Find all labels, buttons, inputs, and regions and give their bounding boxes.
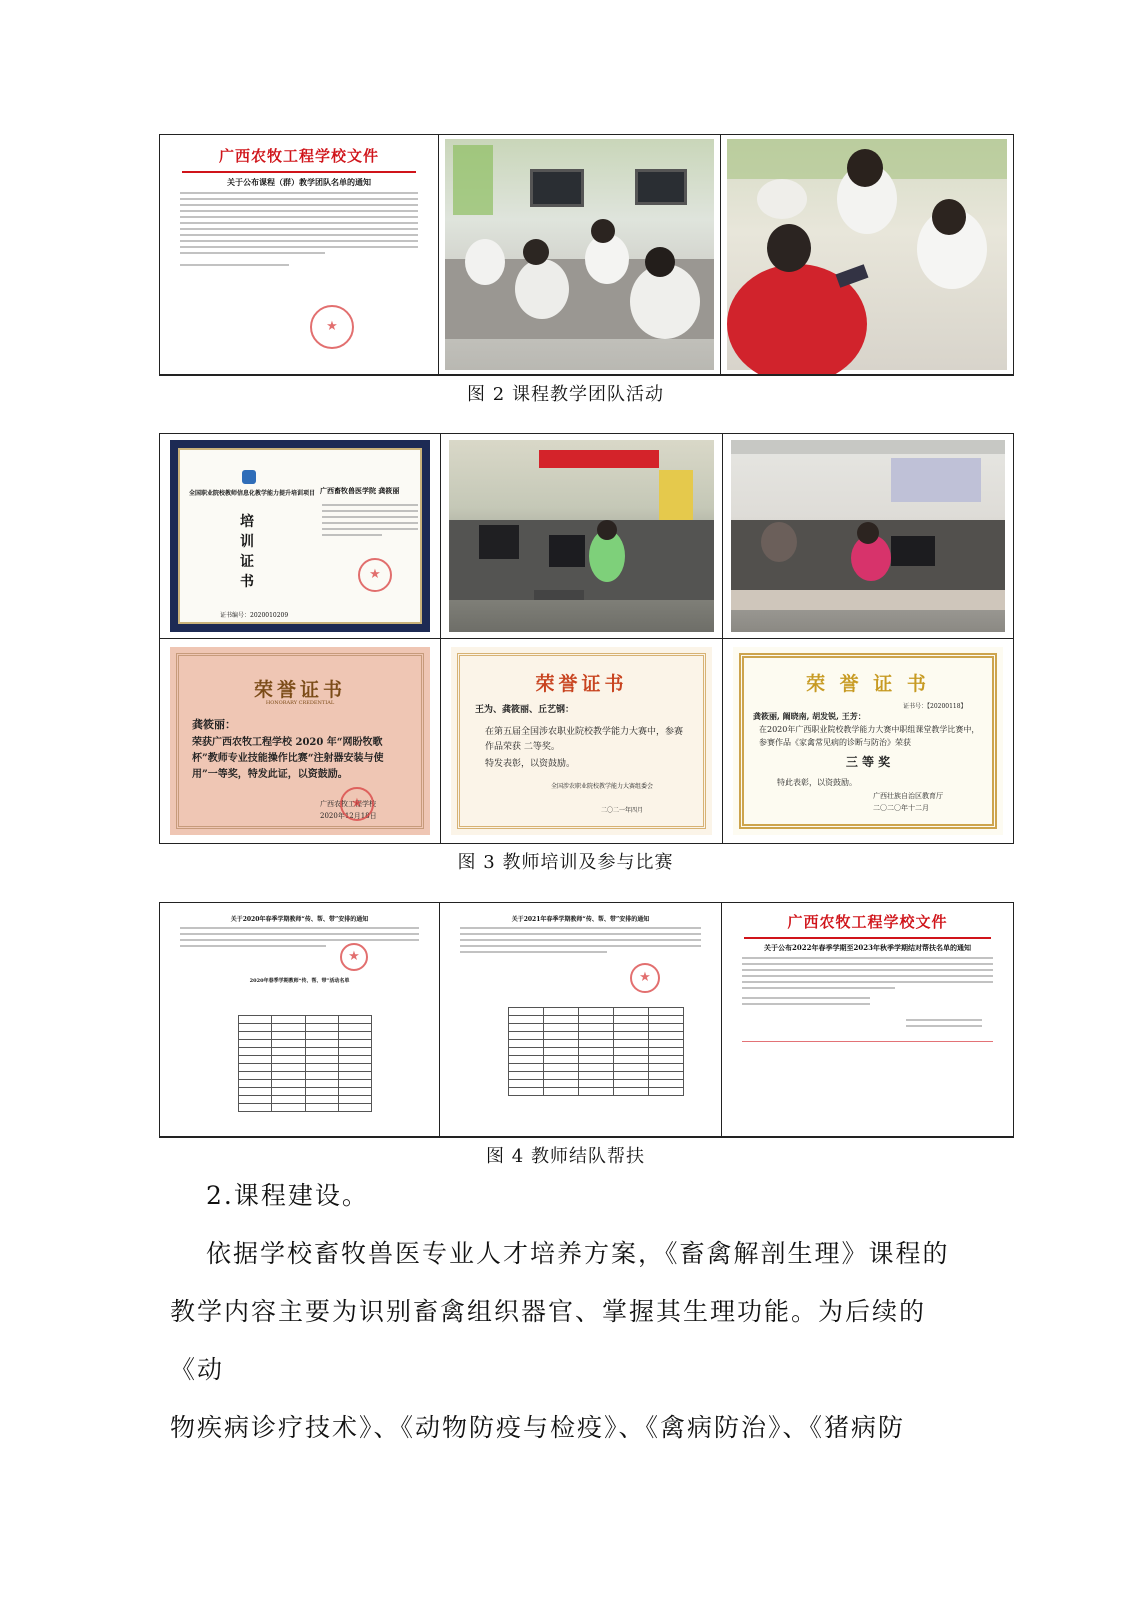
group-discussion-photo — [727, 139, 1007, 370]
honor-certificate-1-cell — [160, 639, 441, 843]
honor-3-closing: 特此表彰，以资鼓励。 — [777, 778, 857, 787]
pairing-2021-table — [508, 1007, 684, 1096]
honor-1-date: 2020年12月18日 — [320, 812, 377, 820]
training-certificate-cell — [160, 434, 441, 639]
computer-lab-photo-2-cell — [723, 434, 1013, 639]
honor-2-recipient: 王为、龚筱丽、丘艺钢： — [475, 705, 575, 715]
honor-3-recipient: 龚筱丽, 阚晓南, 胡发锐, 王芳： — [753, 711, 866, 721]
honor-2-date: 二〇二一年四月 — [601, 807, 644, 814]
paragraph-line-3: 物疾病诊疗技术》、《动物防疫与检疫》、《禽病防治》、《猪病防 — [170, 1413, 906, 1442]
pairing-2022-heading: 广西农牧工程学校文件 — [787, 913, 948, 931]
pairing-notice-2022-cell — [722, 903, 1013, 1137]
honor-3-body: 在2020年广西职业院校教学能力大赛中职组课堂教学比赛中，参赛作品《家禽常见病的诊断与防治》荣获 — [759, 725, 980, 747]
document-thumbnail — [160, 135, 438, 374]
pairing-notice-2020-cell — [160, 903, 440, 1137]
figure-2-photo-group-cell — [721, 135, 1013, 375]
paragraph-line-2: 教学内容主要为识别畜禽组织器官、掌握其生理功能。为后续的《动 — [170, 1297, 927, 1384]
pairing-notice-2020-title: 关于2020年春季学期教师“传、帮、带”安排的通知 — [230, 916, 369, 923]
figure-2-caption: 图 2 课程教学团队活动 — [467, 384, 664, 405]
figure-2-table — [159, 134, 1014, 376]
honor-3-title: 荣 誉 证 书 — [806, 673, 930, 695]
document-heading: 广西农牧工程学校文件 — [218, 147, 379, 165]
pairing-notice-2020 — [160, 903, 439, 1136]
honor-1-title: 荣誉证书 — [253, 679, 346, 701]
computer-lab-photo-1 — [449, 440, 714, 632]
training-vertical-title: 培 训 证 书 — [240, 514, 254, 590]
training-project-title: 全国职业院校教师信息化教学能力提升培训项目 — [188, 490, 315, 497]
honor-1-recipient: 龚筱丽： — [192, 718, 236, 731]
project-logo-icon — [242, 470, 256, 484]
pairing-2020-table — [238, 1015, 372, 1112]
body-paragraph — [170, 1225, 970, 1457]
pairing-notice-2022 — [722, 903, 1013, 1136]
figure-3-caption: 图 3 教师培训及参与比赛 — [457, 852, 674, 873]
red-seal-icon — [310, 305, 354, 349]
honor-1-subtitle: HONORARY CREDENTIAL — [265, 700, 335, 706]
honor-certificate-3 — [733, 647, 1003, 835]
document-title: 关于公布课程（群）教学团队名单的通知 — [227, 177, 371, 187]
figure-3-table — [159, 433, 1014, 844]
honor-3-issuer: 广西壮族自治区教育厅 — [873, 792, 943, 800]
training-cert-number: 证书编号：2020010209 — [220, 612, 289, 619]
honor-certificate-3-cell — [723, 639, 1013, 843]
honor-2-closing: 特发表彰，以资鼓励。 — [485, 759, 576, 769]
pairing-2022-title: 关于公布2022年春季学期至2023年秋季学期结对帮扶名单的通知 — [764, 943, 971, 952]
honor-3-cert-number: 证书号：【20200118】 — [903, 703, 967, 710]
honor-2-issuer: 全国涉农职业院校教学能力大赛组委会 — [551, 783, 654, 790]
honor-certificate-2 — [451, 647, 712, 835]
training-certificate — [170, 440, 430, 632]
honor-1-seal-icon — [340, 787, 374, 821]
figure-2-document-cell — [160, 135, 439, 375]
pairing-notice-2021 — [440, 903, 721, 1136]
pairing-notice-2021-cell — [440, 903, 722, 1137]
paragraph-line-1: 依据学校畜牧兽医专业人才培养方案，《畜禽解剖生理》课程的 — [206, 1239, 950, 1268]
figure-2-photo-classroom-cell — [439, 135, 721, 375]
honor-2-title: 荣誉证书 — [535, 673, 628, 695]
honor-2-body: 在第五届全国涉农职业院校教学能力大赛中，参赛作品荣获 二等奖。 — [485, 727, 684, 752]
computer-lab-photo-1-cell — [441, 434, 723, 639]
section-heading: 2.课程建设。 — [206, 1181, 369, 1210]
honor-1-issuer: 广西农牧工程学校 — [320, 800, 376, 808]
document-red-rule — [182, 171, 416, 173]
honor-certificate-2-cell — [441, 639, 723, 843]
figure-4-table — [159, 902, 1014, 1138]
computer-lab-photo-2 — [731, 440, 1005, 632]
pairing-2021-seal-icon — [630, 963, 660, 993]
classroom-photo — [445, 139, 714, 370]
pairing-2020-seal-icon — [340, 943, 368, 971]
honor-1-body: 荣获广西农牧工程学校 2020 年“网盼牧歌杯”教师专业技能操作比赛“注射器安装与使用”一等奖，特发此证，以资鼓励。 — [192, 737, 384, 780]
training-seal-icon — [358, 558, 392, 592]
figure-4-caption: 图 4 教师结队帮扶 — [486, 1146, 645, 1167]
honor-3-prize: 三 等 奖 — [845, 755, 891, 769]
pairing-notice-2021-title: 关于2021年春季学期教师“传、帮、带”安排的通知 — [511, 916, 650, 923]
training-recipient: 广西畜牧兽医学院 龚筱丽 — [320, 486, 400, 495]
honor-3-date: 二〇二〇年十二月 — [873, 804, 929, 812]
honor-certificate-1 — [170, 647, 430, 835]
pairing-2020-table-title: 2020年春季学期教师“传、帮、带”活动名单 — [249, 978, 350, 984]
